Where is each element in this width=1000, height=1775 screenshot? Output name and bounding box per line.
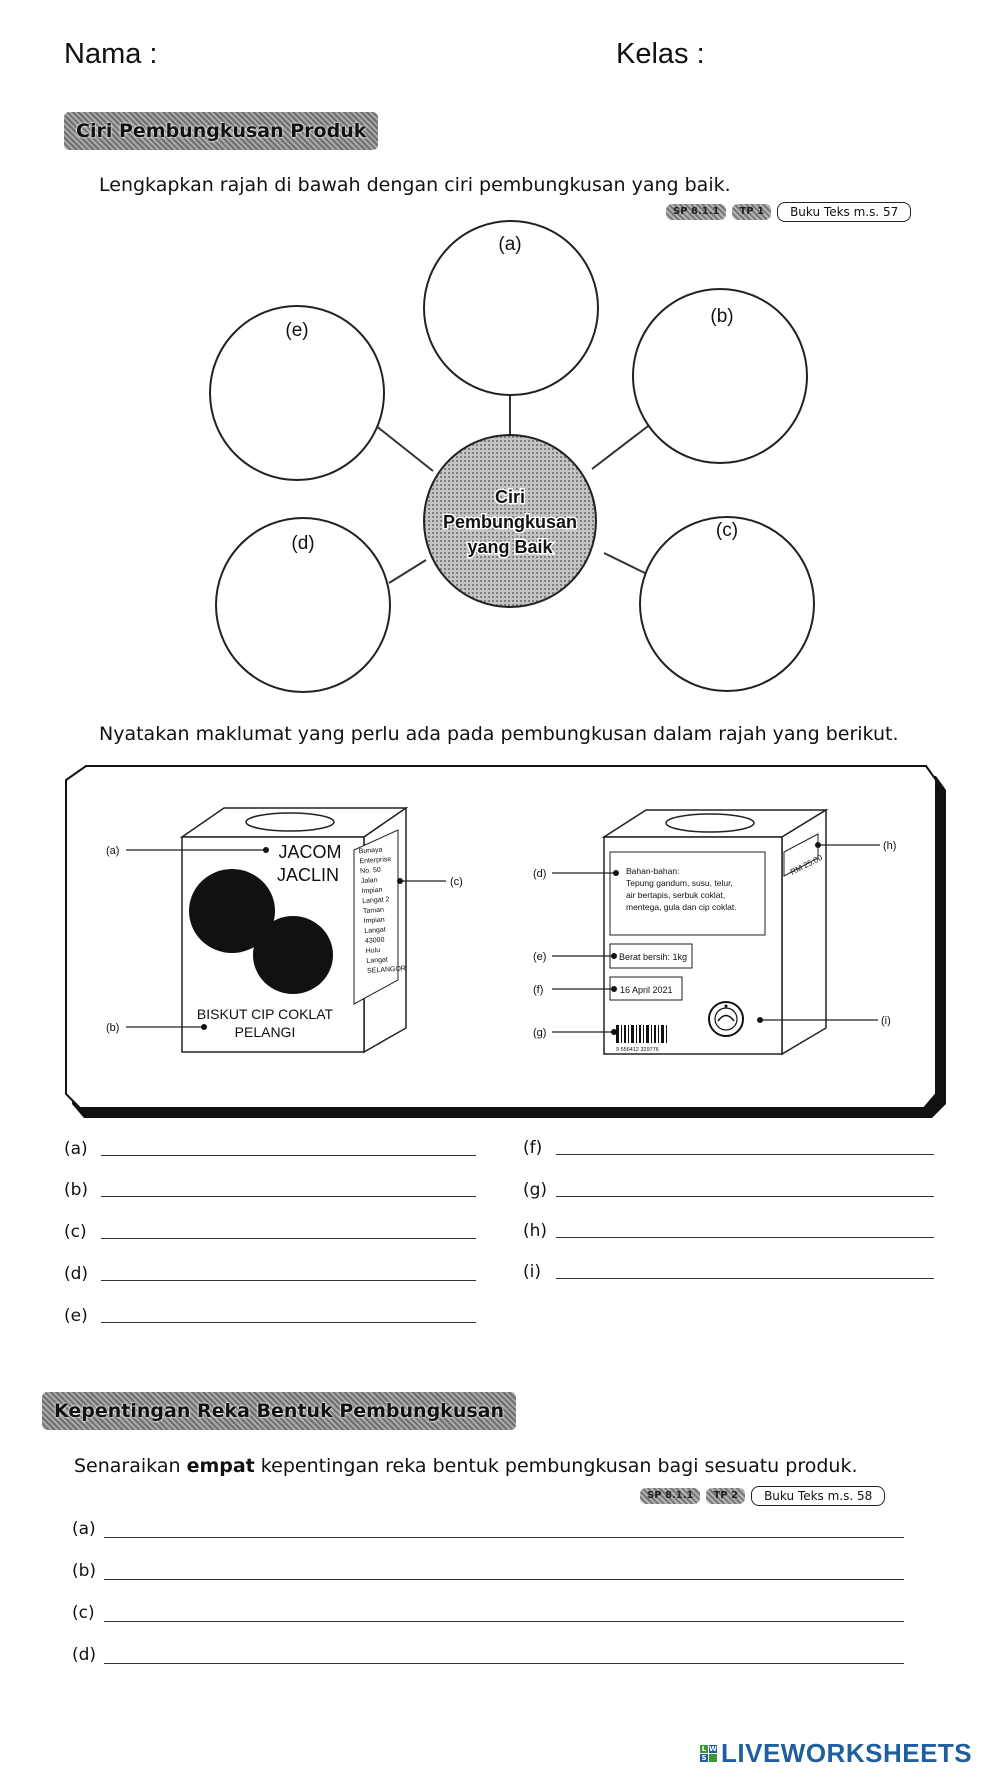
circle-label-b: (b) bbox=[710, 306, 734, 327]
pointer-label-c: (c) bbox=[450, 876, 463, 888]
answer-line-i[interactable] bbox=[556, 1278, 934, 1279]
instruction-2: Nyatakan maklumat yang perlu ada pada pembungkusan dalam rajah yang berikut. bbox=[99, 723, 899, 745]
answer-label: (e) bbox=[64, 1306, 88, 1326]
circle-label-a: (a) bbox=[498, 234, 522, 255]
logo-letter: S bbox=[701, 1754, 707, 1762]
brand-line-2: JACLIN bbox=[276, 865, 340, 885]
answer-line-b[interactable] bbox=[101, 1196, 476, 1197]
instruction-3-pre: Senaraikan bbox=[74, 1455, 187, 1477]
pointer-label-f: (f) bbox=[533, 984, 544, 996]
brand-name: LIVEWORKSHEETS bbox=[721, 1738, 973, 1768]
answer-label: (h) bbox=[523, 1221, 548, 1241]
address-line: No. 50 bbox=[359, 866, 381, 876]
answer-label: (c) bbox=[64, 1222, 87, 1242]
answer-label: (a) bbox=[72, 1519, 96, 1539]
address-line: Impian bbox=[361, 886, 383, 896]
instruction-1: Lengkapkan rajah di bawah dengan ciri pembungkusan yang baik. bbox=[99, 174, 731, 196]
instruction-3 bbox=[74, 1455, 858, 1477]
answer-line-f[interactable] bbox=[556, 1154, 934, 1155]
pointer-label-e: (e) bbox=[533, 951, 547, 963]
address-line: SELANGOR bbox=[366, 965, 407, 975]
address-line: Langat bbox=[364, 926, 386, 936]
ingredients-line: Bahan-bahan: bbox=[626, 866, 680, 876]
address-line: Langat 2 bbox=[362, 896, 390, 906]
address-line: Impian bbox=[363, 916, 385, 926]
address-line: Langat bbox=[366, 956, 389, 965]
instruction-3-bold: empat bbox=[186, 1455, 255, 1477]
address-line: Hulu bbox=[365, 946, 381, 955]
answer-label: (d) bbox=[72, 1645, 97, 1665]
pointer-label-d: (d) bbox=[533, 868, 547, 880]
textbook-ref: Buku Teks m.s. 58 bbox=[751, 1486, 885, 1506]
answer-line-d[interactable] bbox=[101, 1280, 476, 1281]
ingredients-line: air bertapis, serbuk coklat, bbox=[626, 890, 726, 900]
address-line: Jalan bbox=[360, 876, 378, 886]
weight-text: Berat bersih: 1kg bbox=[619, 952, 688, 962]
answer-label: (i) bbox=[523, 1262, 541, 1282]
pointer-label-g: (g) bbox=[533, 1027, 547, 1039]
ingredients-line: mentega, gula dan cip coklat. bbox=[626, 902, 737, 912]
importance-line-c[interactable] bbox=[104, 1621, 904, 1622]
section-title-ciri: Ciri Pembungkusan Produk bbox=[64, 112, 378, 150]
answer-line-c[interactable] bbox=[101, 1238, 476, 1239]
answer-label: (c) bbox=[72, 1603, 95, 1623]
address-line: Bunaya bbox=[358, 846, 383, 856]
barcode-number: 9 556412 329776 bbox=[616, 1047, 659, 1053]
address-line: 43000 bbox=[364, 936, 385, 946]
brand-logo-icon bbox=[700, 1745, 717, 1762]
address-line: Enterprise bbox=[359, 855, 392, 866]
answer-label: (f) bbox=[523, 1138, 543, 1158]
pointer-label-b: (b) bbox=[106, 1022, 120, 1034]
center-text-2: Pembungkusan bbox=[442, 512, 578, 532]
address-line: Taman bbox=[362, 906, 385, 916]
answer-label: (d) bbox=[64, 1264, 89, 1284]
circle-label-d: (d) bbox=[291, 533, 315, 554]
answer-line-g[interactable] bbox=[556, 1196, 934, 1197]
importance-line-d[interactable] bbox=[104, 1663, 904, 1664]
answer-line-h[interactable] bbox=[556, 1237, 934, 1238]
tp-tag: TP 1 bbox=[732, 204, 771, 220]
product-image bbox=[253, 916, 333, 994]
class-label: Kelas : bbox=[616, 38, 705, 70]
logo-letter: W bbox=[709, 1745, 717, 1753]
importance-line-b[interactable] bbox=[104, 1579, 904, 1580]
circle-label-e: (e) bbox=[285, 320, 309, 341]
sp-tag: SP 8.1.1 bbox=[666, 204, 726, 220]
product-name-2: PELANGI bbox=[234, 1024, 296, 1040]
name-label: Nama : bbox=[64, 38, 158, 70]
instruction-3-post: kepentingan reka bentuk pembungkusan bagi sesuatu produk. bbox=[254, 1455, 858, 1477]
logo-square bbox=[709, 1754, 717, 1762]
answer-label: (b) bbox=[72, 1561, 97, 1581]
tp-tag: TP 2 bbox=[706, 1488, 745, 1504]
pointer-label-i: (i) bbox=[881, 1015, 891, 1027]
product-name-1: BISKUT CIP COKLAT bbox=[196, 1006, 334, 1022]
sp-tag: SP 8.1.1 bbox=[640, 1488, 700, 1504]
importance-line-a[interactable] bbox=[104, 1537, 904, 1538]
date-text: 16 April 2021 bbox=[620, 985, 673, 995]
reference-tags-2 bbox=[640, 1486, 885, 1506]
center-text-3: yang Baik bbox=[467, 537, 553, 557]
section-title-kepentingan: Kepentingan Reka Bentuk Pembungkusan bbox=[42, 1392, 516, 1430]
liveworksheets-brand bbox=[700, 1738, 972, 1769]
ingredients-line: Tepung gandum, susu, telur, bbox=[626, 878, 733, 888]
center-text-1: Ciri bbox=[494, 487, 526, 507]
circle-label-c: (c) bbox=[715, 520, 739, 541]
answer-label: (a) bbox=[64, 1139, 88, 1159]
textbook-ref: Buku Teks m.s. 57 bbox=[777, 202, 911, 222]
pointer-label-h: (h) bbox=[883, 840, 897, 852]
pointer-label-a: (a) bbox=[106, 845, 120, 857]
logo-letter: L bbox=[701, 1745, 707, 1753]
answer-label: (b) bbox=[64, 1180, 89, 1200]
answer-line-a[interactable] bbox=[101, 1155, 476, 1156]
answer-line-e[interactable] bbox=[101, 1322, 476, 1323]
halal-logo bbox=[709, 1002, 743, 1036]
brand-line-1: JACOM bbox=[278, 842, 342, 862]
price-text: RM 25.00 bbox=[788, 853, 824, 877]
answer-label: (g) bbox=[523, 1180, 548, 1200]
